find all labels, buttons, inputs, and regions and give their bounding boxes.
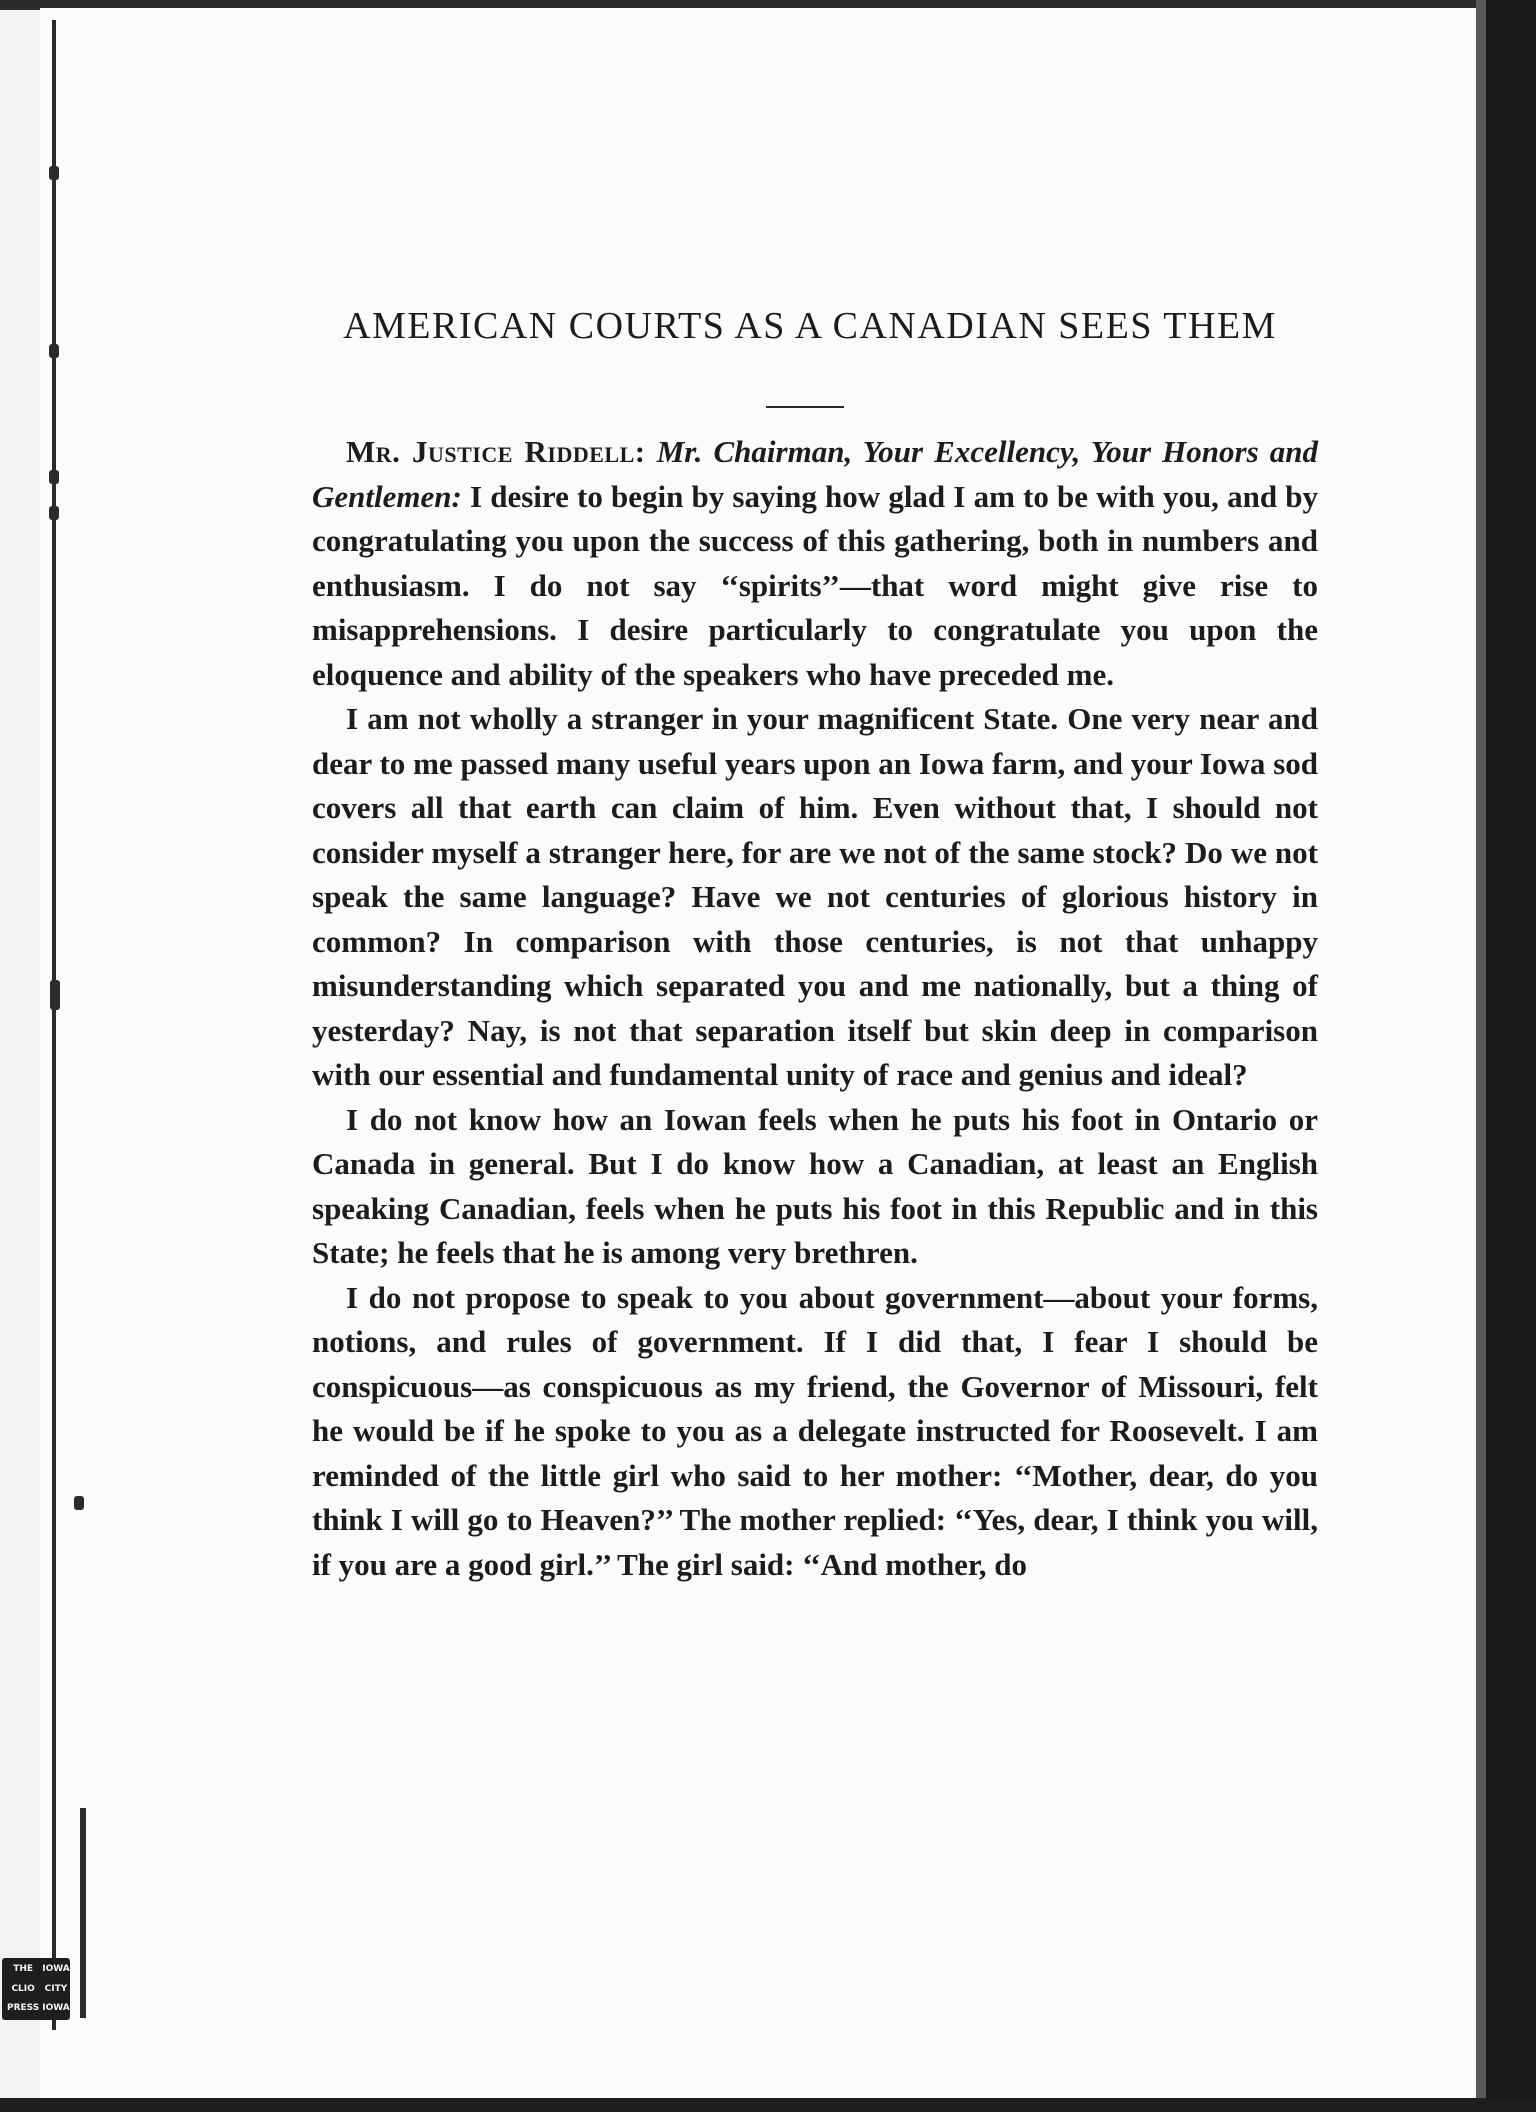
title-rule (766, 406, 844, 408)
publisher-mark-text: PRESS (7, 2003, 40, 2013)
speaker-name: Mr. Justice Riddell: (346, 434, 646, 469)
paragraph: I am not wholly a stranger in your magnificent State. One very near and dear to me passed many useful years upon an Iowa farm, and your Iowa sod covers all that earth can claim of him. Even without that, I should not consider myself a stranger here, for are we not of the same stock? Do we not speak the same language? Have we not centuries of glorious history in common? In comparison with those centuries, is not that unhappy misunderstanding which separated you and me nationally, but a thing of yesterday? Nay, is not that separation itself but skin deep in comparison with our essential and fundamental unity of race and genius and ideal? (312, 701, 1318, 1092)
book-edge (1476, 0, 1486, 2112)
binding-mark (49, 344, 59, 358)
paragraph: I do not know how an Iowan feels when he puts his foot in Ontario or Canada in general. But I do know how a Canadian, at least an English speaking Canadian, feels when he puts his foot in this Republic and in this State; he feels that he is among very brethren. (312, 1101, 1318, 1270)
scan-border-bottom (0, 2098, 1536, 2112)
publisher-mark-right (42, 1964, 70, 2014)
publisher-mark-logo (2, 1958, 70, 2020)
binding-mark (74, 1496, 84, 1510)
binding-mark (49, 506, 59, 520)
paragraph: I do not propose to speak to you about government—about your forms, notions, and rules of government. If I did that, I fear I should be conspicuous—as conspicuous as my friend, the Governor of Missouri, felt he would be if he spoke to you as a delegate instructed for Roosevelt. I am reminded of the little girl who said to her mother: ‘‘Mother, dear, do you think I will go to Heaven?’’ The mother replied: ‘‘Yes, dear, I think you will, if you are a good girl.’’ The girl said: ‘‘And mother, do (312, 1279, 1318, 1582)
salutation: Mr. Chairman, Your Excellency, Your Honors and Gentlemen: (312, 434, 1318, 514)
binding-gutter-line (52, 20, 56, 2030)
publisher-mark-text: IOWA (42, 1964, 70, 1974)
paragraph-text: I desire to begin by saying how glad I am to be with you, and by congratulating you upon the success of this gathering, both in numbers and enthusiasm. I do not say ‘‘spirits’’—that word might give rise to misapprehensions. I desire particularly to congratulate you upon the eloquence and ability of the speakers who have preceded me. (312, 478, 1318, 692)
binding-mark (80, 1808, 86, 2018)
publisher-mark-left (7, 1964, 39, 2014)
binding-mark (50, 980, 60, 1010)
publisher-mark-text: IOWA (42, 2003, 70, 2013)
binding-mark (49, 470, 59, 484)
chapter-title: AMERICAN COURTS AS A CANADIAN SEES THEM (343, 305, 1277, 348)
binding-mark (49, 166, 59, 180)
paragraph (312, 430, 1318, 697)
publisher-mark-text: THE (13, 1964, 34, 1974)
article-body (312, 430, 1318, 1587)
publisher-mark-text: CLIO (11, 1983, 35, 1994)
publisher-mark-text: CITY (44, 1983, 68, 1994)
